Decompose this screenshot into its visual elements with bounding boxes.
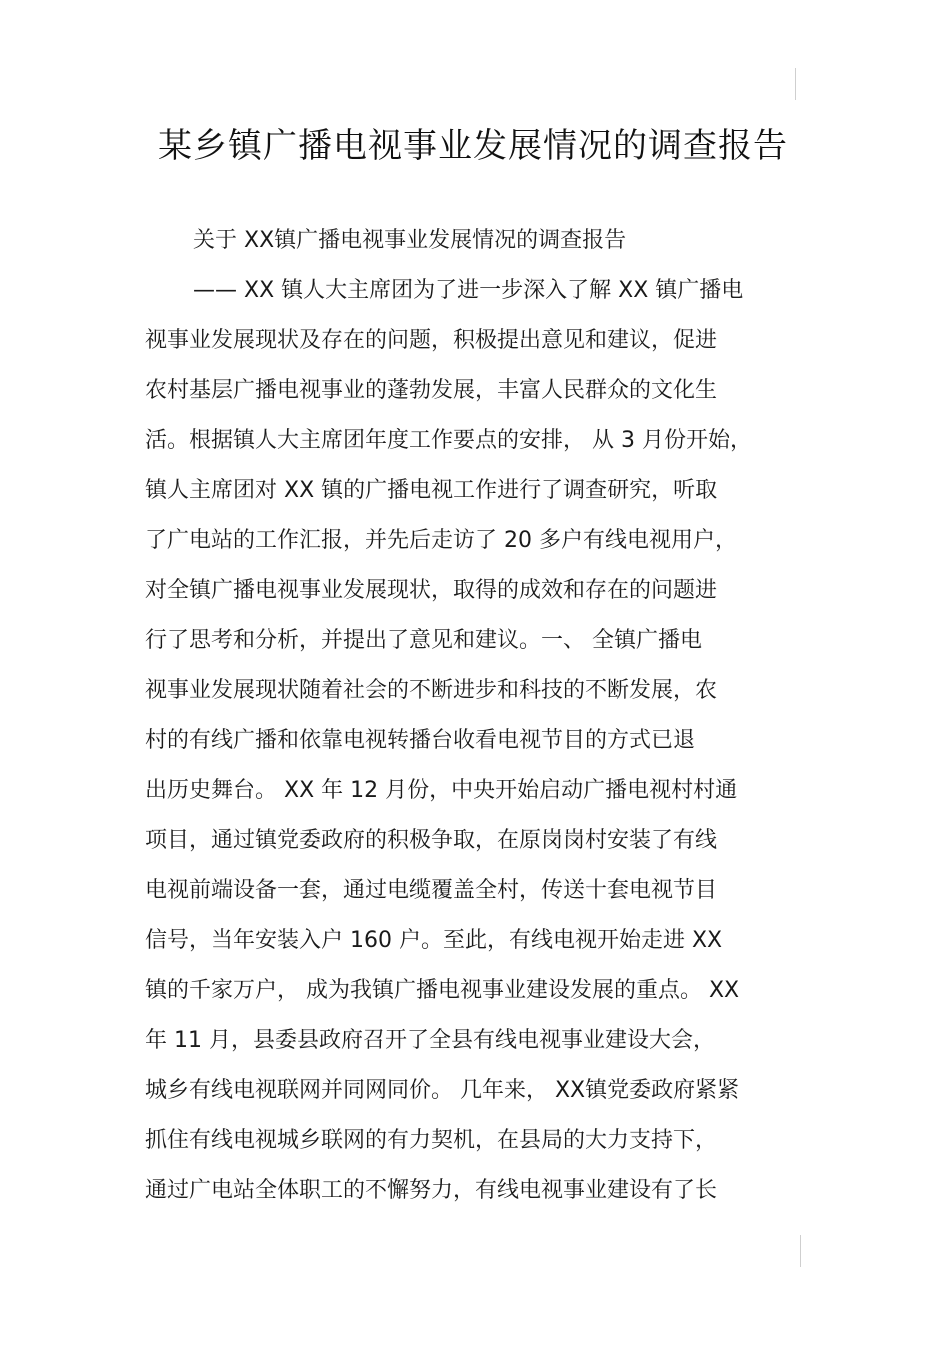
paragraph-line: 村的有线广播和依靠电视转播台收看电视节目的方式已退 bbox=[145, 728, 696, 753]
paragraph-line: 通过广电站全体职工的不懈努力，有线电视事业建设有了长 bbox=[145, 1178, 718, 1203]
paragraph-line: 活。根据镇人大主席团年度工作要点的安排， 从 3 月份开始， bbox=[145, 428, 752, 453]
paragraph-line: —— XX 镇人大主席团为了进一步深入了解 XX 镇广播电 bbox=[193, 278, 744, 303]
paragraph-line: 信号，当年安装入户 160 户。至此，有线电视开始走进 XX bbox=[145, 928, 723, 953]
margin-mark-top bbox=[795, 68, 796, 100]
paragraph-line: 行了思考和分析，并提出了意见和建议。一、 全镇广播电 bbox=[145, 628, 702, 653]
paragraph-line: 年 11 月，县委县政府召开了全县有线电视事业建设大会， bbox=[145, 1028, 715, 1053]
paragraph-line: 视事业发展现状随着社会的不断进步和科技的不断发展，农 bbox=[145, 678, 718, 703]
paragraph-line: 电视前端设备一套，通过电缆覆盖全村，传送十套电视节目 bbox=[145, 878, 718, 903]
document-title: 某乡镇广播电视事业发展情况的调查报告 bbox=[158, 126, 788, 166]
paragraph-line: 关于 XX镇广播电视事业发展情况的调查报告 bbox=[193, 228, 627, 253]
paragraph-line: 镇人主席团对 XX 镇的广播电视工作进行了调查研究，听取 bbox=[145, 478, 718, 503]
margin-mark-bottom bbox=[800, 1235, 801, 1267]
paragraph-line: 城乡有线电视联网并同网同价。 几年来， XX镇党委政府紧紧 bbox=[145, 1078, 740, 1103]
paragraph-line: 出历史舞台。 XX 年 12 月份，中央开始启动广播电视村村通 bbox=[145, 778, 738, 803]
paragraph-line: 了广电站的工作汇报，并先后走访了 20 多户有线电视用户， bbox=[145, 528, 737, 553]
paragraph-line: 视事业发展现状及存在的问题，积极提出意见和建议，促进 bbox=[145, 328, 718, 353]
paragraph-line: 镇的千家万户， 成为我镇广播电视事业建设发展的重点。 XX bbox=[145, 978, 740, 1003]
paragraph-line: 对全镇广播电视事业发展现状，取得的成效和存在的问题进 bbox=[145, 578, 718, 603]
paragraph-line: 项目，通过镇党委政府的积极争取，在原岗岗村安装了有线 bbox=[145, 828, 718, 853]
paragraph-line: 抓住有线电视城乡联网的有力契机，在县局的大力支持下， bbox=[145, 1128, 718, 1153]
paragraph-line: 农村基层广播电视事业的蓬勃发展，丰富人民群众的文化生 bbox=[145, 378, 718, 403]
